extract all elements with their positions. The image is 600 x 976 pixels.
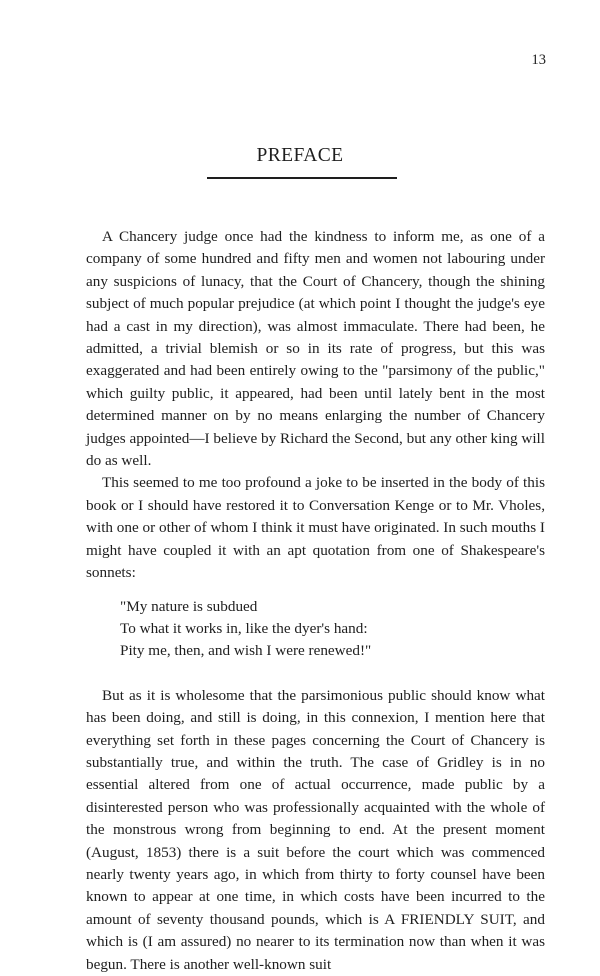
quote-line-1: "My nature is subdued [120,597,258,615]
quote-line-3: Pity me, then, and wish I were renewed!" [120,642,372,660]
paragraph-2: This seemed to me too profound a joke to be inserted in the body of this book or I should have restored it to Conversation Kenge or to Mr. Vholes, with one or other of whom I think it must have originated. In such mouths I might have coupled it with an apt quotation from one of Shakespeare's sonnets: [86,474,545,582]
title-underline [207,177,397,179]
page-title: PREFACE [256,145,344,166]
page-number: 13 [531,52,546,68]
sonnet-quotation [120,596,545,663]
quote-line-2: To what it works in, like the dyer's hand: [120,619,368,637]
preface-body [86,226,545,976]
paragraph-1: A Chancery judge once had the kindness to inform me, as one of a company of some hundred and fifty men and women not labouring under any suspicions of lunacy, that the Court of Chancery, though the shining subject of much popular prejudice (at which point I thought the judge's eye had a cast in my direction), was almost immaculate. There had been, he admitted, a trivial blemish or so in its rate of progress, but this was exaggerated and had been entirely owing to the "parsimony of the public," which guilty public, it appeared, had been until lately bent in the most determined manner on by no means enlarging the number of Chancery judges appointed—I believe by Richard the Second, but any other king will do as well. [86,228,545,470]
paragraph-3: But as it is wholesome that the parsimonious public should know what has been doing, and still is doing, in this connexion, I mention here that everything set forth in these pages concerning the Court of Chancery is substantially true, and within the truth. The case of Gridley is in no essential altered from one of actual occurrence, made public by a disinterested person who was professionally acquainted with the whole of the monstrous wrong from beginning to end. At the present moment (August, 1853) there is a suit before the court which was commenced nearly twenty years ago, in which from thirty to forty counsel have been known to appear at one time, in which costs have been incurred to the amount of seventy thousand pounds, which is A FRIENDLY SUIT, and which is (I am assured) no nearer to its termination now than when it was begun. There is another well-known suit [86,686,545,973]
